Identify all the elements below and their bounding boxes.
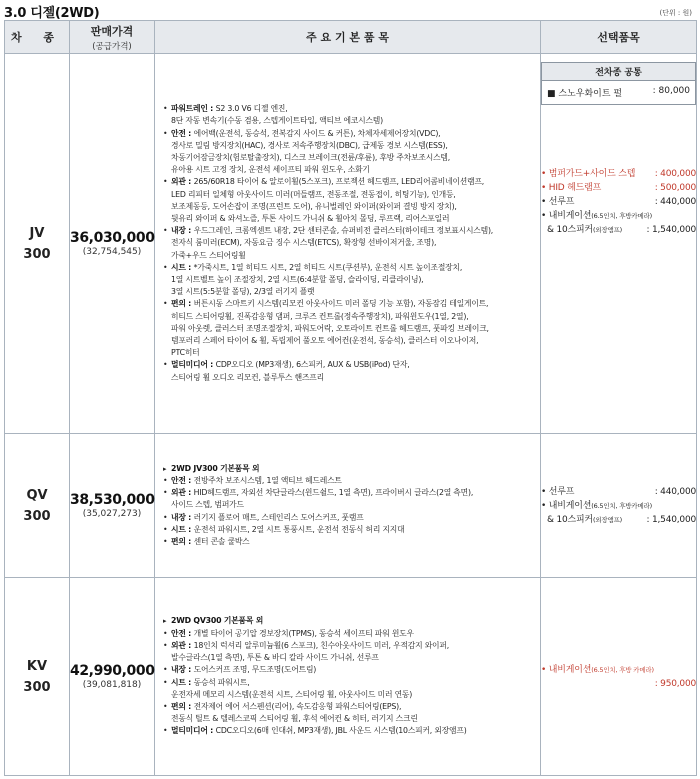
feature-list (155, 463, 540, 548)
option-item (541, 513, 696, 527)
feature-text: 경사로 밀림 방지장치(HAC), 경사로 저속주행장치(DBC), 급제동 경보 시스템(ESS), (171, 140, 448, 150)
supply-price: (32,754,545) (82, 247, 142, 257)
option-item (541, 499, 696, 513)
feature-text: 뒷유리 와이퍼 & 와셔노즐, 투톤 사이드 가니쉬 & 휠아치 몰딩, 루프랙, 리어스포일러 (171, 213, 450, 223)
feature-text: PTC히터 (171, 348, 200, 358)
feature-item (163, 176, 540, 225)
option-price: : 950,000 (654, 678, 696, 689)
common-option-name: ■ 스노우화이트 펄 (547, 89, 623, 99)
price-cell (70, 434, 155, 578)
feature-text: 도어스커프 조명, 무드조명(도어트림) (193, 665, 317, 675)
feature-text: 차동기어잠금장치(험로탈출장치), 디스크 브레이크(전륜/후륜), 후방 주차보조시스템, (171, 152, 451, 162)
feature-label: 외관 : (171, 488, 194, 498)
option-name: & 10스피커(외장앰프) (547, 514, 623, 525)
table-row (5, 434, 697, 578)
feature-label: 멀티미디어 : (171, 360, 216, 370)
feature-label: 외관 : (171, 640, 194, 650)
model-number: 300 (23, 508, 51, 524)
option-item (541, 677, 696, 691)
feature-item (163, 359, 540, 383)
option-name: • 내비게이션(6.5인치, 후방 카메라) (541, 664, 654, 675)
feature-text: 1열 시트벨트 높이 조절장치, 2열 시트(6:4분할 폴딩, 슬라이딩, 리클라이닝), (171, 275, 424, 284)
feature-label: 편의 : (171, 537, 194, 546)
option-item (541, 485, 696, 499)
model-name: KV (26, 658, 48, 674)
feature-text: 3열 시트(5:5분할 폴딩), 2/3열 러기지 플랫 (171, 287, 315, 297)
option-price: : 1,540,000 (646, 514, 696, 525)
feature-text: 버튼시동 스마트키 시스템(리모컨 아웃사이드 미러 폴딩 기능 포함), 자동잠김 테일게이트, (193, 299, 489, 309)
option-item (541, 663, 696, 677)
feature-text: 전방주차 보조시스템, 1열 액티브 헤드레스트 (193, 475, 342, 485)
feature-label: 시트 : (171, 677, 194, 687)
feature-text: 히티드 스티어링휠, 진폭감응형 댐퍼, 크루즈 컨트롤(정속주행장치), 파워윈도우(1열, 2열), (171, 311, 469, 321)
feature-item (163, 262, 540, 299)
header-model: 차 종 (5, 21, 70, 54)
supply-price: (35,027,273) (82, 509, 142, 519)
feature-label: 멀티미디어 : (171, 726, 216, 736)
options-spacer (541, 111, 696, 167)
feature-item (163, 725, 540, 737)
feature-text: CDP오디오 (MP3재생), 6스피커, AUX & USB(iPod) 단자, (215, 360, 410, 370)
feature-item (163, 536, 540, 548)
option-price: : 500,000 (654, 183, 696, 193)
feature-text: 파워 아웃렛, 클러스터 조명조절장치, 파워도어락, 오토라이트 컨트롤 헤드램프, 풋파킹 브레이크, (171, 323, 489, 333)
options-cell (541, 54, 697, 434)
header-features: 주 요 기 본 품 목 (155, 21, 541, 54)
feature-label: 2WD QV300 기본품목 외 (171, 616, 264, 626)
feature-text: 8단 자동 변속기(수동 겸용, 스텝게이트타입, 액티브 에코시스템) (171, 116, 383, 126)
feature-text: HID헤드램프, 자외선 차단글라스(윈드쉴드, 1열 측면), 프라이버시 글라스(2열 측면), (193, 488, 474, 498)
feature-text: 보조제동등, 도어손잡이 조명(프런트 도어), 유니벌레인 와이퍼(와이퍼 결빙 방지 장치), (171, 201, 457, 211)
sale-price: 38,530,000 (70, 492, 155, 508)
options-cell (541, 578, 697, 776)
option-price: : 1,540,000 (646, 225, 696, 235)
feature-list (155, 615, 540, 737)
feature-item (163, 225, 540, 262)
feature-text: 개별 타이어 공기압 경보장치(TPMS), 동승석 세이프티 파워 윈도우 (193, 628, 414, 638)
feature-text: S2 3.0 V6 디젤 엔진, (215, 104, 288, 114)
supply-price: (39,081,818) (82, 680, 142, 690)
price-cell (70, 54, 155, 434)
feature-item (163, 298, 540, 359)
feature-label: 시트 : (171, 262, 194, 272)
feature-text: 템포러리 스페어 타이어 & 휠, 독립제어 풀오토 에어컨(운전석, 동승석), 클러스터 이오나이저, (171, 336, 479, 346)
sale-price: 36,030,000 (70, 230, 155, 246)
header-price: 판매가격 (공급가격) (70, 21, 155, 54)
feature-text: 가죽+우드 스티어링휠 (171, 250, 246, 260)
feature-label: 2WD JV300 기본품목 외 (171, 463, 260, 473)
feature-text: 18인치 럭셔리 알루미늄휠(6 스포크), 친수아웃사이드 미러, 우적감지 와이퍼, (193, 640, 449, 650)
feature-item (163, 475, 540, 487)
header-row (5, 21, 697, 54)
option-detail: (6.5인치, 후방 카메라) (591, 665, 654, 674)
feature-text: 265/60R18 타이어 & 알로이휠(5스포크), 프로젝션 헤드램프, LED리어콤비네이션램프, (193, 177, 485, 187)
feature-item (163, 664, 540, 676)
price-table (4, 20, 697, 776)
feature-label: 외관 : (171, 177, 194, 187)
table-row (5, 54, 697, 434)
model-name: JV (29, 225, 45, 241)
feature-item (163, 512, 540, 524)
feature-text: 운전석 파워시트, 2열 시트 통풍시트, 운전석 전동식 허리 지지대 (193, 524, 405, 534)
feature-text: 전자제어 에어 서스펜션(리어), 속도감응형 파워스티어링(EPS), (193, 701, 402, 711)
feature-label: 내장 : (171, 665, 194, 675)
feature-text: 러기지 플로어 매트, 스테인리스 도어스커프, 풋램프 (193, 512, 364, 522)
feature-text: 사이드 스텝, 범퍼가드 (171, 500, 244, 510)
features-cell (155, 54, 541, 434)
option-item (541, 167, 696, 181)
price-cell (70, 578, 155, 776)
feature-text: 우드그레인, 크롬엑센트 내장, 2단 센터콘솔, 슈퍼비전 클러스터(하이테크 정보표시시스템), (193, 226, 494, 236)
features-cell (155, 578, 541, 776)
feature-text: 동승석 파워시트, (193, 677, 250, 687)
option-name: • 내비게이션(6.5인치, 후방카메라) (541, 500, 652, 511)
header-options: 선택품목 (541, 21, 697, 54)
feature-text: 에어백(운전석, 동승석, 전복감지 사이드 & 커튼), 차체자세제어장치(VDC), (193, 128, 441, 138)
option-detail: (6.5인치, 후방카메라) (591, 501, 652, 510)
common-option-price: : 80,000 (652, 86, 690, 96)
option-price: : 400,000 (654, 169, 696, 179)
option-item (541, 195, 696, 209)
unit-label: (단위 : 원) (659, 9, 692, 17)
feature-text: 운전자세 메모리 시스템(운전석 시트, 스티어링 휠, 아웃사이드 미러 연동) (171, 689, 413, 699)
feature-item (163, 128, 540, 177)
feature-text: CDC오디오(6매 인대쉬, MP3재생), JBL 사운드 시스템(10스피커, 외장앰프) (215, 726, 467, 736)
feature-item (163, 524, 540, 536)
feature-text: 스티어링 휠 오디오 리모컨, 블루투스 핸즈프리 (171, 372, 324, 382)
feature-text: 센터 콘솔 쿨박스 (193, 537, 250, 546)
page-title: 3.0 디젤(2WD) (4, 6, 100, 21)
feature-text: 유아용 시트 고정 장치, 운전석 세이프티 파워 윈도우, 소화기 (171, 165, 370, 175)
features-cell (155, 434, 541, 578)
option-detail: (6.5인치, 후방카메라) (591, 212, 652, 220)
feature-list (155, 103, 540, 384)
option-name: • 선루프 (541, 197, 575, 207)
option-price: : 440,000 (654, 197, 696, 207)
feature-item (163, 487, 540, 511)
feature-label: 내장 : (171, 226, 194, 236)
feature-label: 내장 : (171, 512, 194, 522)
model-cell (5, 54, 70, 434)
model-name: QV (26, 487, 48, 503)
feature-label: 파워트레인 : (171, 104, 216, 114)
feature-text: 발수글라스(1열 측면), 투톤 & 바디 칼라 사이드 가니쉬, 선루프 (171, 653, 379, 663)
option-name: • 내비게이션(6.5인치, 후방카메라) (541, 211, 652, 221)
table-row (5, 578, 697, 776)
model-cell (5, 434, 70, 578)
feature-text: 전동식 틸트 & 텔레스코픽 스티어링 휠, 후석 에어컨 & 히터, 러기지 스크린 (171, 714, 418, 724)
feature-label: 시트 : (171, 524, 194, 534)
sale-price: 42,990,000 (70, 663, 155, 679)
common-options-box (541, 62, 696, 105)
option-name: & 10스피커(외장앰프) (547, 225, 623, 235)
model-cell (5, 578, 70, 776)
feature-text: *가죽시트, 1열 히티드 시트, 2열 히티드 시트(쿠션부), 운전석 시트 높이조절장치, (193, 262, 463, 272)
feature-label: 편의 : (171, 701, 194, 711)
feature-item (163, 701, 540, 725)
option-name (541, 677, 547, 691)
feature-label: 안전 : (171, 475, 194, 485)
option-name: • HID 헤드램프 (541, 183, 602, 193)
feature-label: 편의 : (171, 299, 194, 309)
option-name: • 범퍼가드+사이드 스텝 (541, 169, 636, 179)
feature-text: LED 리피터 일체형 아웃사이드 미러(머들램프, 전동조절, 전동접이, 히팅기능), 인개등, (171, 189, 456, 199)
feature-text: 전자식 룸미러(ECM), 자동요금 징수 시스템(ETCS), 확장형 선바이저거울, 조명), (171, 238, 437, 248)
option-item (541, 209, 696, 223)
feature-label: 안전 : (171, 628, 194, 638)
common-option-item (542, 81, 695, 104)
feature-label: 안전 : (171, 128, 194, 138)
option-item (541, 223, 696, 237)
feature-item (163, 615, 540, 627)
option-item (541, 181, 696, 195)
option-detail: (외장앰프) (593, 226, 623, 234)
option-detail: (외장앰프) (593, 515, 623, 524)
feature-item (163, 628, 540, 640)
option-price: : 440,000 (654, 486, 696, 497)
feature-item (163, 103, 540, 127)
feature-item (163, 677, 540, 701)
options-cell (541, 434, 697, 578)
model-number: 300 (23, 679, 51, 695)
feature-item (163, 640, 540, 664)
common-options-header: 전차종 공통 (542, 63, 695, 81)
model-number: 300 (23, 246, 51, 262)
option-name: • 선루프 (541, 486, 575, 497)
feature-item (163, 463, 540, 475)
